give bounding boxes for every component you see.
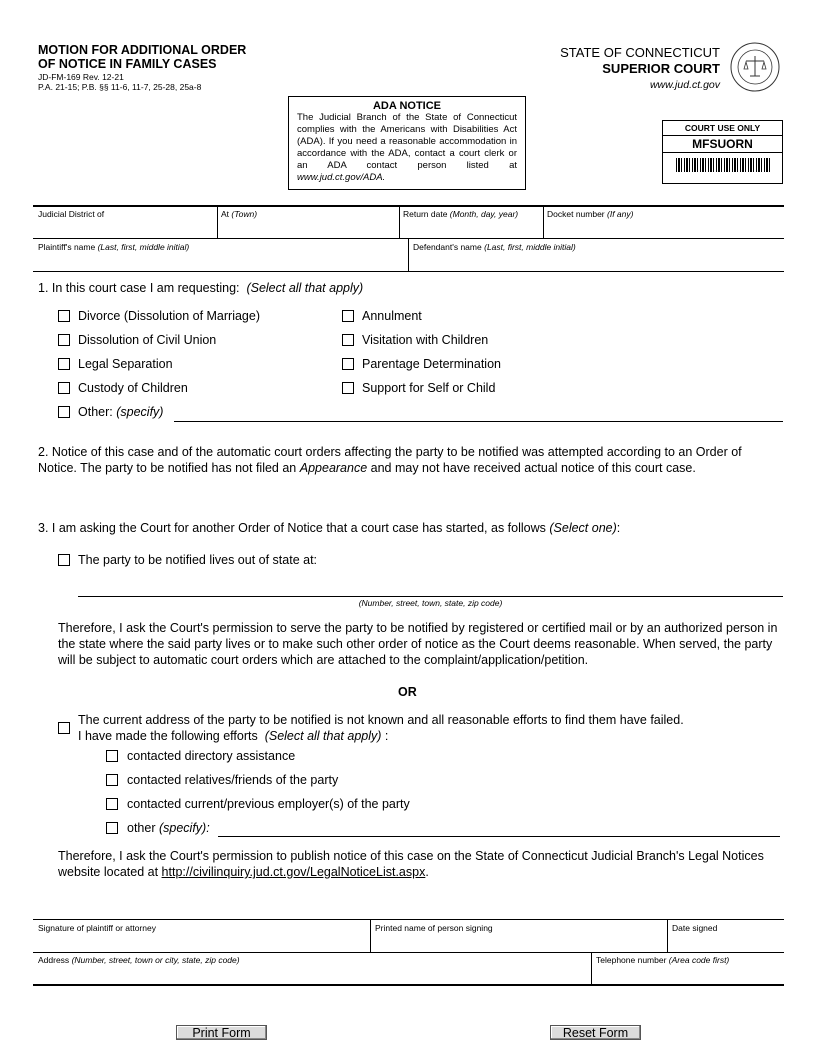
signature-label: Signature of plaintiff or attorney — [38, 923, 156, 933]
checkbox-other[interactable] — [58, 406, 70, 418]
checkbox-divorce[interactable] — [58, 310, 70, 322]
town-field[interactable] — [221, 209, 396, 235]
date-signed-label: Date signed — [672, 923, 718, 933]
therefore-publish-end: . — [425, 865, 429, 879]
checkbox-address-unknown[interactable] — [58, 722, 70, 734]
address-unknown-text — [78, 712, 778, 744]
or-separator: OR — [398, 685, 417, 699]
grid-divider — [217, 206, 218, 238]
section-2-text — [38, 444, 750, 476]
section-1-text: 1. In this court case I am requesting: — [38, 281, 240, 295]
court-use-only-title: COURT USE ONLY — [663, 121, 782, 136]
section-1-question — [38, 280, 363, 296]
section-3-hint: (Select one) — [549, 521, 617, 535]
title-line-1: MOTION FOR ADDITIONAL ORDER — [38, 43, 247, 57]
option-divorce-label: Divorce (Dissolution of Marriage) — [78, 309, 261, 323]
defendant-name-hint: (Last, first, middle initial) — [484, 242, 576, 252]
grid-divider — [667, 920, 668, 952]
statutes: P.A. 21-15; P.B. §§ 11-6, 11-7, 25-28, 25a-8 — [38, 82, 202, 92]
printed-name-label: Printed name of person signing — [375, 923, 493, 933]
option-visitation-label: Visitation with Children — [362, 333, 489, 347]
section-2-part1: 2. Notice of this case and of the automatic court orders affecting the party to be notified was attempted according to an Order of Notice. The party to be notified has not filed an — [38, 445, 742, 475]
ada-notice-box — [288, 96, 526, 190]
option-custody-label: Custody of Children — [78, 381, 188, 395]
efforts-colon: : — [381, 729, 389, 743]
checkbox-effort-other[interactable] — [106, 822, 118, 834]
section-3-question — [38, 520, 620, 536]
return-date-label: Return date — [403, 209, 448, 219]
grid-row2-rule — [33, 271, 784, 272]
address-unknown-line1: The current address of the party to be notified is not known and all reasonable efforts to find them have failed. — [78, 713, 684, 727]
ada-link: www.jud.ct.gov/ADA. — [297, 172, 386, 183]
checkbox-visitation[interactable] — [342, 334, 354, 346]
state-name: STATE OF CONNECTICUT — [560, 45, 720, 60]
plaintiff-name-hint: (Last, first, middle initial) — [97, 242, 190, 252]
checkbox-out-of-state[interactable] — [58, 554, 70, 566]
defendant-name-field[interactable] — [413, 242, 781, 268]
address-hint: (Number, street, town, state, zip code) — [358, 598, 503, 608]
town-label: At — [221, 209, 230, 219]
option-annulment-label: Annulment — [362, 309, 422, 323]
signature-bottom-rule — [33, 984, 784, 986]
date-signed-field[interactable] — [672, 923, 780, 949]
checkbox-relatives-friends[interactable] — [106, 774, 118, 786]
section-3-text: 3. I am asking the Court for another Order of Notice that a court case has started, as follows — [38, 521, 546, 535]
court-heading — [560, 45, 720, 93]
judicial-district-field[interactable] — [38, 209, 214, 235]
grid-divider — [370, 920, 371, 952]
barcode-icon — [676, 158, 770, 172]
checkbox-support[interactable] — [342, 382, 354, 394]
ada-notice-text — [297, 112, 517, 184]
address-label: Address — [38, 955, 70, 965]
form-number: JD-FM-169 Rev. 12-21 — [38, 72, 124, 82]
town-hint: (Town) — [231, 209, 258, 219]
checkbox-directory-assistance[interactable] — [106, 750, 118, 762]
court-use-code: MFSUORN — [663, 136, 782, 153]
reset-form-button[interactable]: Reset Form — [550, 1025, 641, 1040]
out-of-state-address-input[interactable] — [78, 596, 783, 597]
signature-row1-rule — [33, 952, 784, 953]
docket-number-hint: (If any) — [607, 209, 634, 219]
grid-divider — [591, 953, 592, 984]
option-parentage-label: Parentage Determination — [362, 357, 501, 371]
efforts-label: I have made the following efforts — [78, 729, 258, 743]
telephone-field[interactable] — [596, 955, 781, 981]
print-form-button[interactable]: Print Form — [176, 1025, 267, 1040]
effort-employer-label: contacted current/previous employer(s) of the party — [127, 797, 410, 811]
checkbox-legal-separation[interactable] — [58, 358, 70, 370]
checkbox-annulment[interactable] — [342, 310, 354, 322]
telephone-hint: (Area code first) — [668, 955, 730, 965]
address-field-hint: (Number, street, town or city, state, zip code) — [71, 955, 240, 965]
ada-notice-body: The Judicial Branch of the State of Connecticut complies with the Americans with Disabilities Act (ADA). If you need a reasonable accommodation in accordance with the ADA, contact a court clerk or an ADA contact person listed at — [297, 112, 517, 171]
section-2-appearance: Appearance — [299, 461, 368, 475]
effort-directory-assistance-label: contacted directory assistance — [127, 749, 296, 763]
efforts-hint: (Select all that apply) — [264, 729, 382, 743]
court-name: SUPERIOR COURT — [602, 61, 720, 76]
telephone-label: Telephone number — [596, 955, 667, 965]
checkbox-employer[interactable] — [106, 798, 118, 810]
effort-other-label — [127, 820, 210, 836]
grid-divider — [543, 206, 544, 238]
effort-relatives-friends-label: contacted relatives/friends of the party — [127, 773, 339, 787]
effort-other-text: other — [127, 821, 156, 835]
section-3-colon: : — [616, 521, 621, 535]
therefore-publish-text — [58, 848, 782, 880]
return-date-hint: (Month, day, year) — [449, 209, 519, 219]
plaintiff-name-field[interactable] — [38, 242, 404, 268]
printed-name-field[interactable] — [375, 923, 663, 949]
address-field[interactable] — [38, 955, 587, 981]
option-support-label: Support for Self or Child — [362, 381, 496, 395]
option-dissolution-civil-union-label: Dissolution of Civil Union — [78, 333, 217, 347]
grid-divider — [399, 206, 400, 238]
option-legal-separation-label: Legal Separation — [78, 357, 173, 371]
court-use-only-box — [662, 120, 783, 184]
grid-top-rule — [33, 205, 784, 207]
defendant-name-label: Defendant's name — [413, 242, 482, 252]
other-label: Other: — [78, 405, 113, 419]
address-unknown-line2 — [78, 728, 778, 744]
option-other-label — [78, 404, 163, 420]
therefore-serve-text: Therefore, I ask the Court's permission to serve the party to be notified by registered or certified mail or by an authorized person in the state where the said party lives or to make such other order of notice as the Court deems reasonable. When served, the party will be subject to automatic court orders which are attached to the complaint/application/petition. — [58, 621, 778, 667]
plaintiff-name-label: Plaintiff's name — [38, 242, 96, 252]
ada-notice-title: ADA NOTICE — [372, 100, 442, 112]
other-specify-input[interactable] — [174, 421, 783, 422]
judicial-district-label: Judicial District of — [38, 209, 105, 219]
form-title — [38, 43, 246, 92]
checkbox-dissolution-civil-union[interactable] — [58, 334, 70, 346]
effort-other-specify-input[interactable] — [218, 836, 780, 837]
checkbox-custody[interactable] — [58, 382, 70, 394]
out-of-state-label: The party to be notified lives out of state at: — [78, 553, 318, 567]
docket-number-field[interactable] — [547, 209, 781, 235]
state-seal-icon — [730, 42, 780, 92]
checkbox-parentage[interactable] — [342, 358, 354, 370]
effort-other-hint: (specify): — [158, 821, 210, 835]
therefore-publish-body: Therefore, I ask the Court's permission to publish notice of this case on the State of Connecticut Judicial Branch's Legal Notices website located at — [58, 849, 764, 879]
return-date-field[interactable] — [403, 209, 541, 235]
docket-number-label: Docket number — [547, 209, 605, 219]
court-website: www.jud.ct.gov — [649, 79, 720, 91]
section-2-part2: and may not have received actual notice of this court case. — [367, 461, 696, 475]
other-hint: (specify) — [116, 405, 164, 419]
signature-top-rule — [33, 919, 784, 920]
signature-field[interactable] — [38, 923, 366, 949]
legal-notices-link[interactable]: http://civilinquiry.jud.ct.gov/LegalNoticeList.aspx — [161, 865, 426, 879]
title-line-2: OF NOTICE IN FAMILY CASES — [38, 57, 217, 71]
section-1-hint: (Select all that apply) — [246, 281, 364, 295]
grid-divider — [408, 239, 409, 271]
